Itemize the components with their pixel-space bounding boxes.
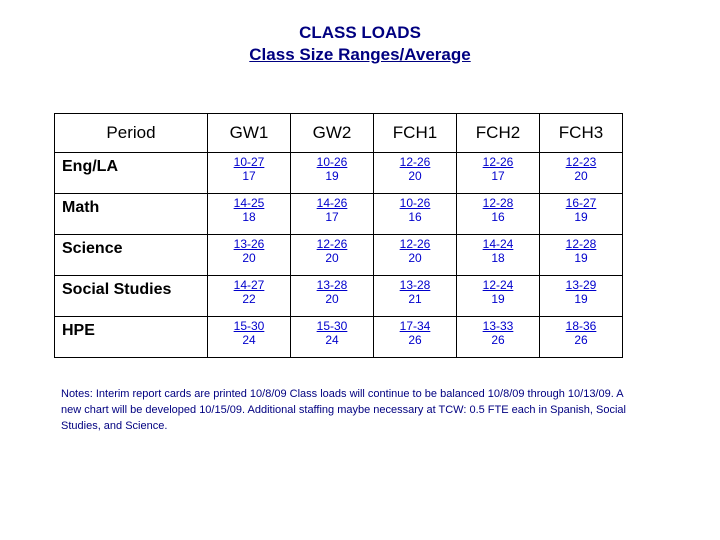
range-link[interactable]: 10-26 [316,155,348,169]
average-value: 20 [325,251,339,265]
range-link[interactable]: 12-26 [399,155,431,169]
average-value: 24 [325,333,339,347]
average-value: 22 [242,292,256,306]
range-link[interactable]: 18-36 [565,319,597,333]
table-row [55,235,623,276]
range-link[interactable]: 14-24 [482,237,514,251]
average-value: 17 [491,169,505,183]
table-cell [291,194,374,235]
average-value: 26 [491,333,505,347]
table-cell [457,153,540,194]
table-cell [291,276,374,317]
table-cell [374,235,457,276]
range-link[interactable]: 12-26 [316,237,348,251]
table-row [55,153,623,194]
title-block [0,22,720,66]
table-cell [457,235,540,276]
column-header-fch3: FCH3 [540,114,623,153]
range-link[interactable]: 13-33 [482,319,514,333]
table-cell [374,153,457,194]
table-cell [208,317,291,358]
row-label: Eng/LA [55,153,208,194]
range-link[interactable]: 14-27 [233,278,265,292]
average-value: 17 [325,210,339,224]
average-value: 19 [574,210,588,224]
range-link[interactable]: 10-26 [399,196,431,210]
average-value: 26 [408,333,422,347]
average-value: 19 [574,292,588,306]
range-link[interactable]: 14-26 [316,196,348,210]
row-label: HPE [55,317,208,358]
average-value: 24 [242,333,256,347]
average-value: 20 [408,251,422,265]
range-link[interactable]: 13-28 [399,278,431,292]
range-link[interactable]: 12-23 [565,155,597,169]
average-value: 19 [574,251,588,265]
average-value: 19 [325,169,339,183]
table-cell [540,235,623,276]
range-link[interactable]: 12-26 [399,237,431,251]
average-value: 16 [491,210,505,224]
table-cell [540,194,623,235]
page-subtitle: Class Size Ranges/Average [249,45,471,64]
average-value: 19 [491,292,505,306]
average-value: 20 [242,251,256,265]
range-link[interactable]: 12-28 [565,237,597,251]
range-link[interactable]: 12-26 [482,155,514,169]
range-link[interactable]: 13-28 [316,278,348,292]
row-label: Social Studies [55,276,208,317]
notes-paragraph: Notes: Interim report cards are printed 10/8/09 Class loads will continue to be balanced 10/8/09 through 10/13/09. A new chart will be developed 10/15/09. Additional staffing maybe necessary at TCW: 0.5 FTE each in Spanish, Social Studies, and Science. [61,388,626,432]
class-loads-table [54,113,623,358]
table-cell [291,153,374,194]
range-link[interactable]: 16-27 [565,196,597,210]
table-cell [457,317,540,358]
table-cell [540,276,623,317]
range-link[interactable]: 17-34 [399,319,431,333]
range-link[interactable]: 12-28 [482,196,514,210]
range-link[interactable]: 13-26 [233,237,265,251]
table-cell [291,317,374,358]
table-cell [540,317,623,358]
average-value: 21 [408,292,422,306]
range-link[interactable]: 10-27 [233,155,265,169]
table-cell [208,276,291,317]
table-cell [374,194,457,235]
table-cell [208,194,291,235]
table-row [55,194,623,235]
column-header-gw1: GW1 [208,114,291,153]
average-value: 20 [408,169,422,183]
table-cell [208,235,291,276]
average-value: 17 [242,169,256,183]
table-cell [291,235,374,276]
average-value: 18 [242,210,256,224]
average-value: 16 [408,210,422,224]
table-cell [457,194,540,235]
range-link[interactable]: 14-25 [233,196,265,210]
average-value: 20 [574,169,588,183]
column-header-fch2: FCH2 [457,114,540,153]
row-label: Science [55,235,208,276]
column-header-period: Period [55,114,208,153]
table-cell [374,317,457,358]
table-cell [208,153,291,194]
range-link[interactable]: 15-30 [233,319,265,333]
table-cell [374,276,457,317]
table-row [55,317,623,358]
average-value: 18 [491,251,505,265]
range-link[interactable]: 15-30 [316,319,348,333]
header-row [55,114,623,153]
average-value: 20 [325,292,339,306]
column-header-fch1: FCH1 [374,114,457,153]
row-label: Math [55,194,208,235]
table-cell [457,276,540,317]
table-row [55,276,623,317]
column-header-gw2: GW2 [291,114,374,153]
range-link[interactable]: 13-29 [565,278,597,292]
range-link[interactable]: 12-24 [482,278,514,292]
table-cell [540,153,623,194]
page-title: CLASS LOADS [299,23,421,42]
average-value: 26 [574,333,588,347]
